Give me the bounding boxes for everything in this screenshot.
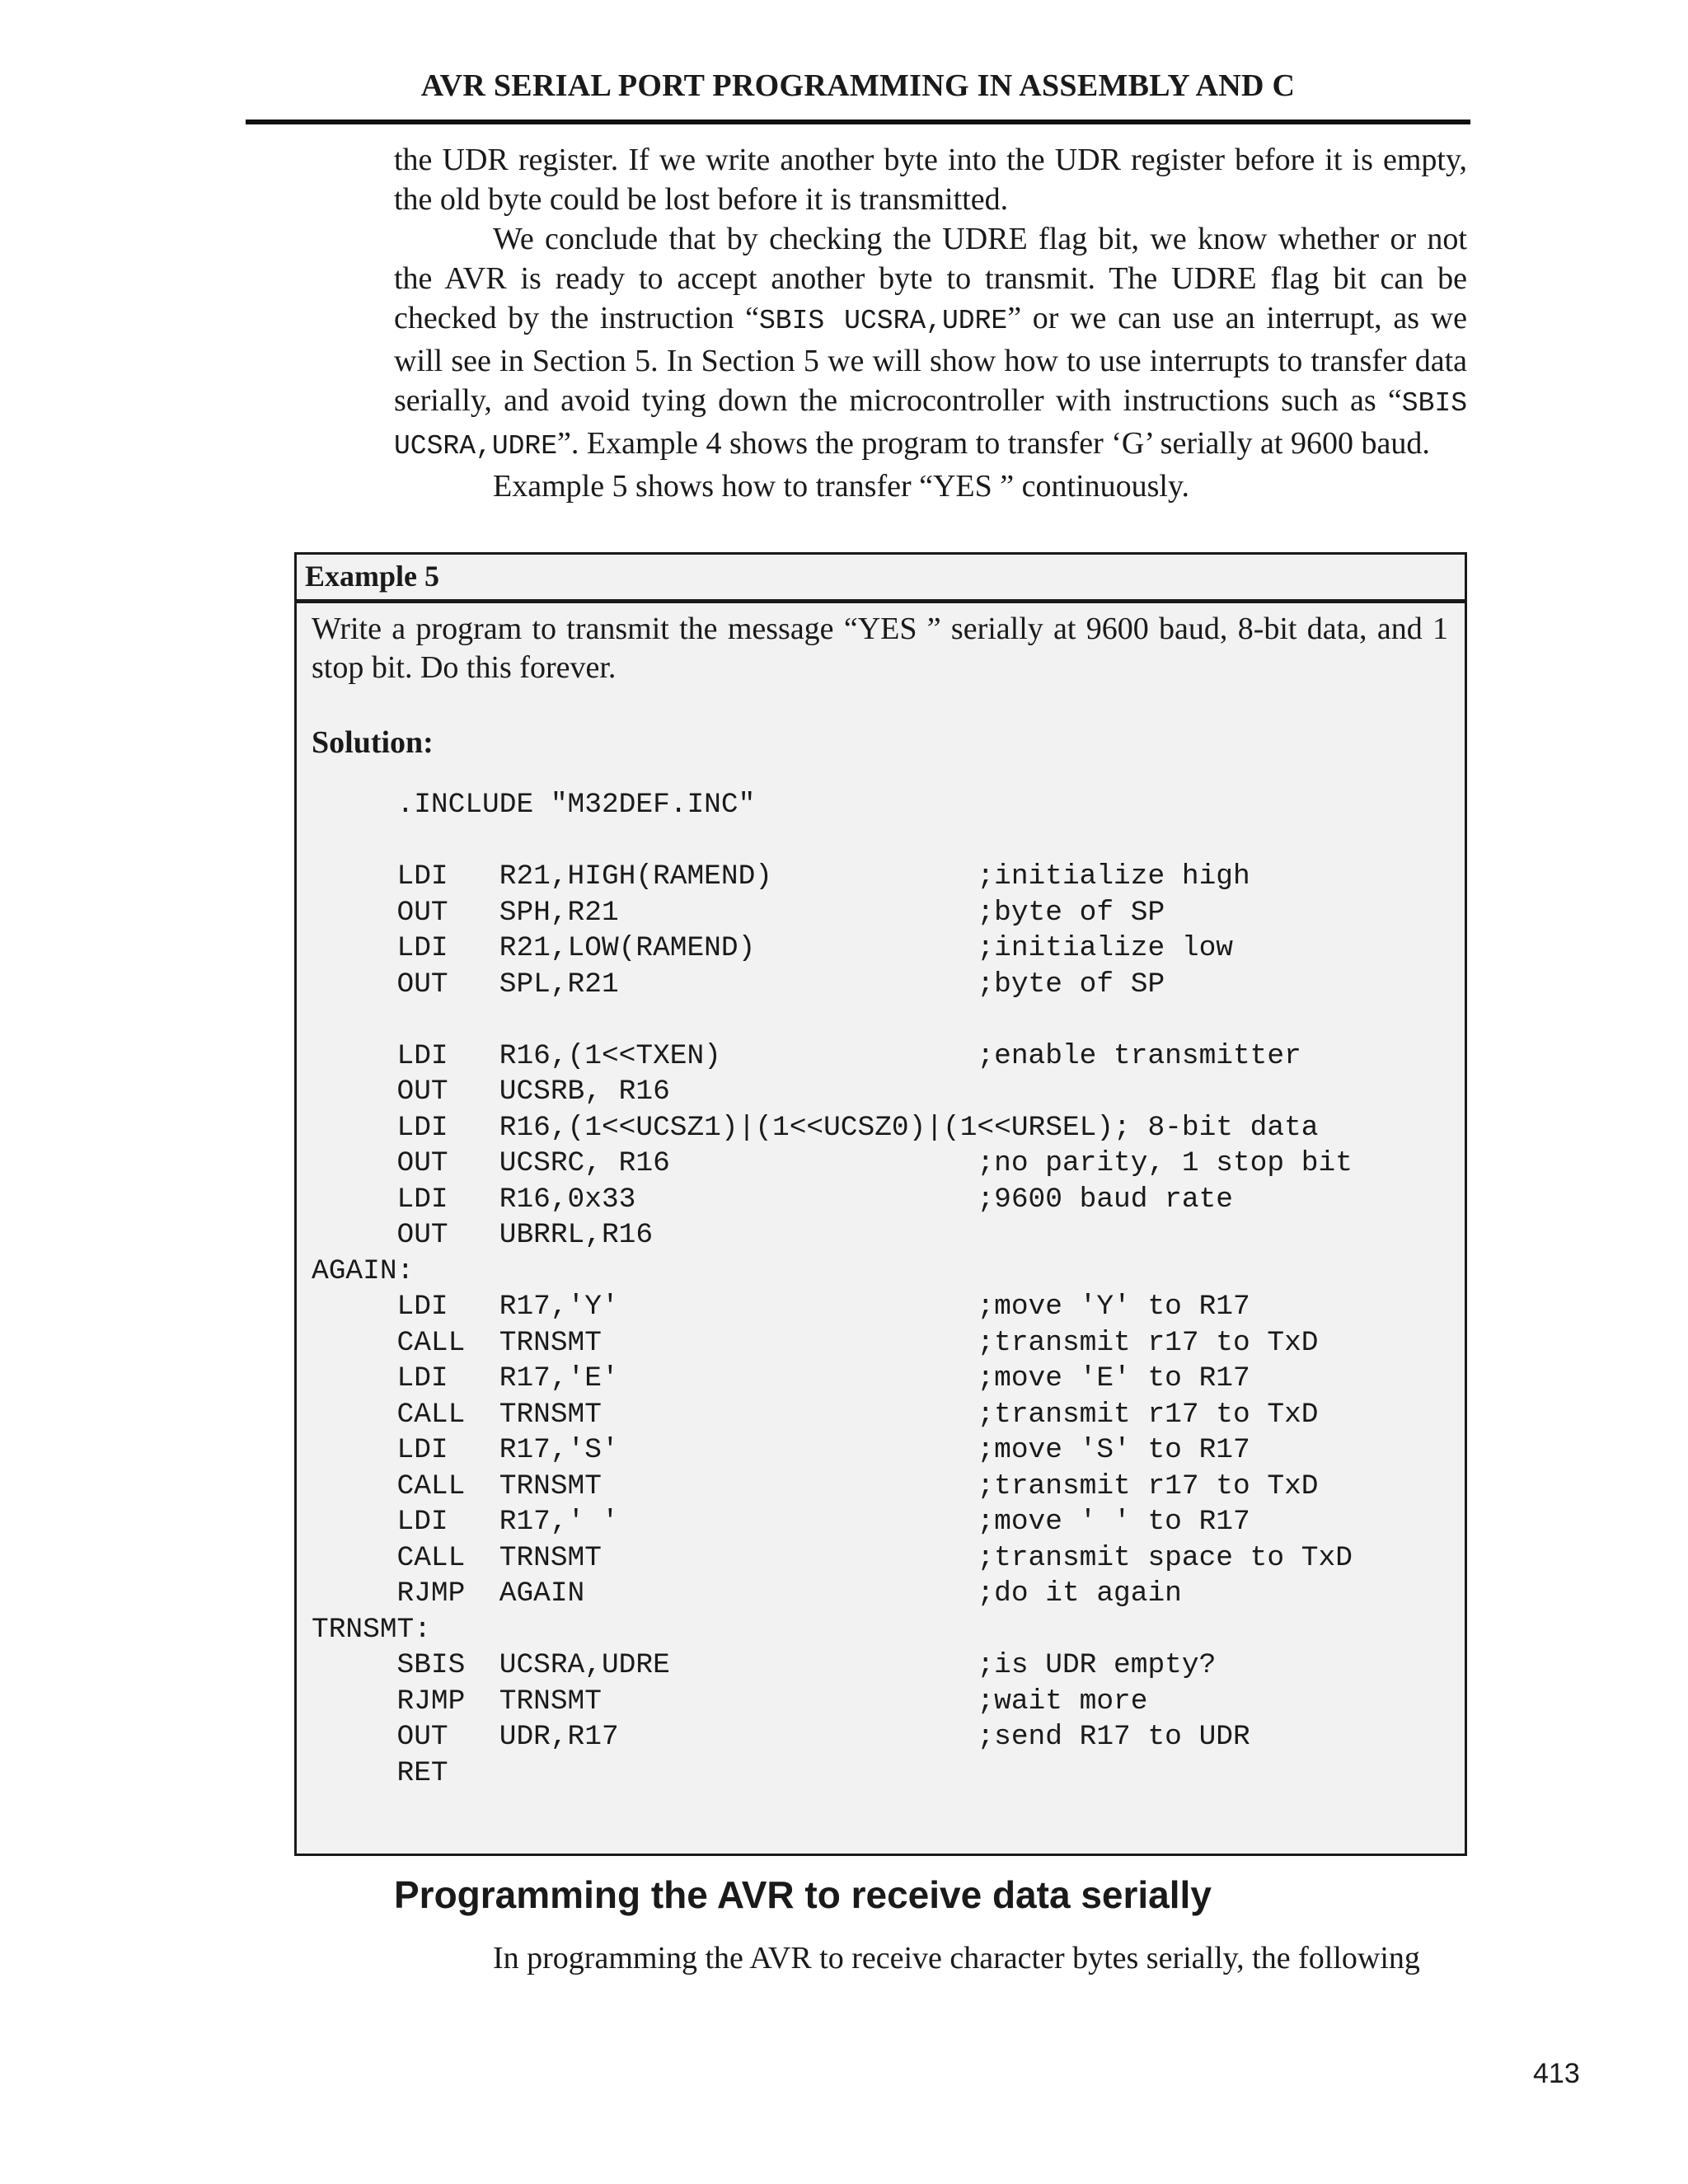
code-line: .INCLUDE "M32DEF.INC" — [312, 789, 756, 821]
code-line: LDI R21,HIGH(RAMEND) ;initialize high — [312, 860, 1250, 893]
example-content — [297, 603, 1465, 1791]
code-line: LDI R16,(1<<UCSZ1)|(1<<UCSZ0)|(1<<URSEL); 8-bit data — [312, 1111, 1319, 1144]
code-line: LDI R17,' ' ;move ' ' to R17 — [312, 1506, 1250, 1538]
code-line: TRNSMT: — [312, 1613, 431, 1646]
inline-code-sbis-2: SBIS UCSRA,UDRE — [394, 388, 1467, 462]
example-title: Example 5 — [297, 555, 1465, 603]
code-line: LDI R16,(1<<TXEN) ;enable transmitter — [312, 1039, 1301, 1072]
code-line: CALL TRNSMT ;transmit space to TxD — [312, 1541, 1353, 1574]
intro-p2-before: We conclude that by checking the UDRE flag bit, we know whether or not the AVR is ready to accept another byte to transmit. The UDRE flag bit can be checked by the instruction “ — [394, 222, 1467, 335]
code-line — [312, 823, 1448, 860]
header-rule — [246, 120, 1470, 124]
inline-code-sbis-1: SBIS UCSRA,UDRE — [758, 306, 1008, 336]
code-line: CALL TRNSMT ;transmit r17 to TxD — [312, 1326, 1319, 1359]
code-line: LDI R17,'S' ;move 'S' to R17 — [312, 1434, 1250, 1466]
code-line: LDI R21,LOW(RAMEND) ;initialize low — [312, 932, 1233, 964]
page-number: 413 — [1533, 2058, 1580, 2089]
intro-p2-after: ”. Example 4 shows the program to transfer ‘G’ serially at 9600 baud. — [557, 426, 1430, 461]
code-line: OUT UCSRB, R16 — [312, 1076, 670, 1108]
code-line: RJMP TRNSMT ;wait more — [312, 1685, 1148, 1718]
code-line: RJMP AGAIN ;do it again — [312, 1577, 1182, 1610]
code-line: OUT SPH,R21 ;byte of SP — [312, 896, 1165, 929]
code-line: OUT UBRRL,R16 — [312, 1219, 654, 1251]
code-line: OUT UDR,R17 ;send R17 to UDR — [312, 1721, 1250, 1753]
intro-paragraph-2 — [394, 219, 1467, 466]
running-header: AVR SERIAL PORT PROGRAMMING IN ASSEMBLY AND C — [420, 68, 1296, 103]
code-line: RET — [312, 1756, 448, 1789]
code-line: LDI R17,'Y' ;move 'Y' to R17 — [312, 1291, 1250, 1323]
code-listing — [312, 787, 1448, 1791]
section-heading: Programming the AVR to receive data serially — [394, 1873, 1212, 1916]
code-line: SBIS UCSRA,UDRE ;is UDR empty? — [312, 1649, 1217, 1681]
code-line: OUT UCSRC, R16 ;no parity, 1 stop bit — [312, 1147, 1353, 1179]
code-line: AGAIN: — [312, 1254, 415, 1287]
intro-paragraph-1: the UDR register. If we write another byte into the UDR register before it is empty, the old byte could be lost before it is transmitted. — [394, 143, 1467, 217]
solution-label: Solution: — [312, 725, 434, 760]
example-problem: Write a program to transmit the message “YES ” serially at 9600 baud, 8-bit data, and 1 stop bit. Do this forever. — [312, 612, 1448, 685]
code-line: LDI R16,0x33 ;9600 baud rate — [312, 1183, 1233, 1216]
intro-paragraph-3: Example 5 shows how to transfer “YES ” continuously. — [493, 469, 1189, 504]
code-line — [312, 1002, 1448, 1038]
code-line: LDI R17,'E' ;move 'E' to R17 — [312, 1362, 1250, 1394]
code-line: OUT SPL,R21 ;byte of SP — [312, 968, 1165, 1001]
section-continuation-text: In programming the AVR to receive character bytes serially, the following — [493, 1941, 1420, 1975]
example-box — [294, 552, 1467, 1856]
code-line: CALL TRNSMT ;transmit r17 to TxD — [312, 1469, 1319, 1502]
intro-p2-mid: ” or we can use an interrupt, as we will see in Section 5. In Section 5 we will show how to use interrupts to transfer data serially, and avoid tying down the microcontroller with instructions such as “ — [394, 301, 1467, 418]
code-line: CALL TRNSMT ;transmit r17 to TxD — [312, 1398, 1319, 1431]
intro-text — [394, 140, 1467, 506]
